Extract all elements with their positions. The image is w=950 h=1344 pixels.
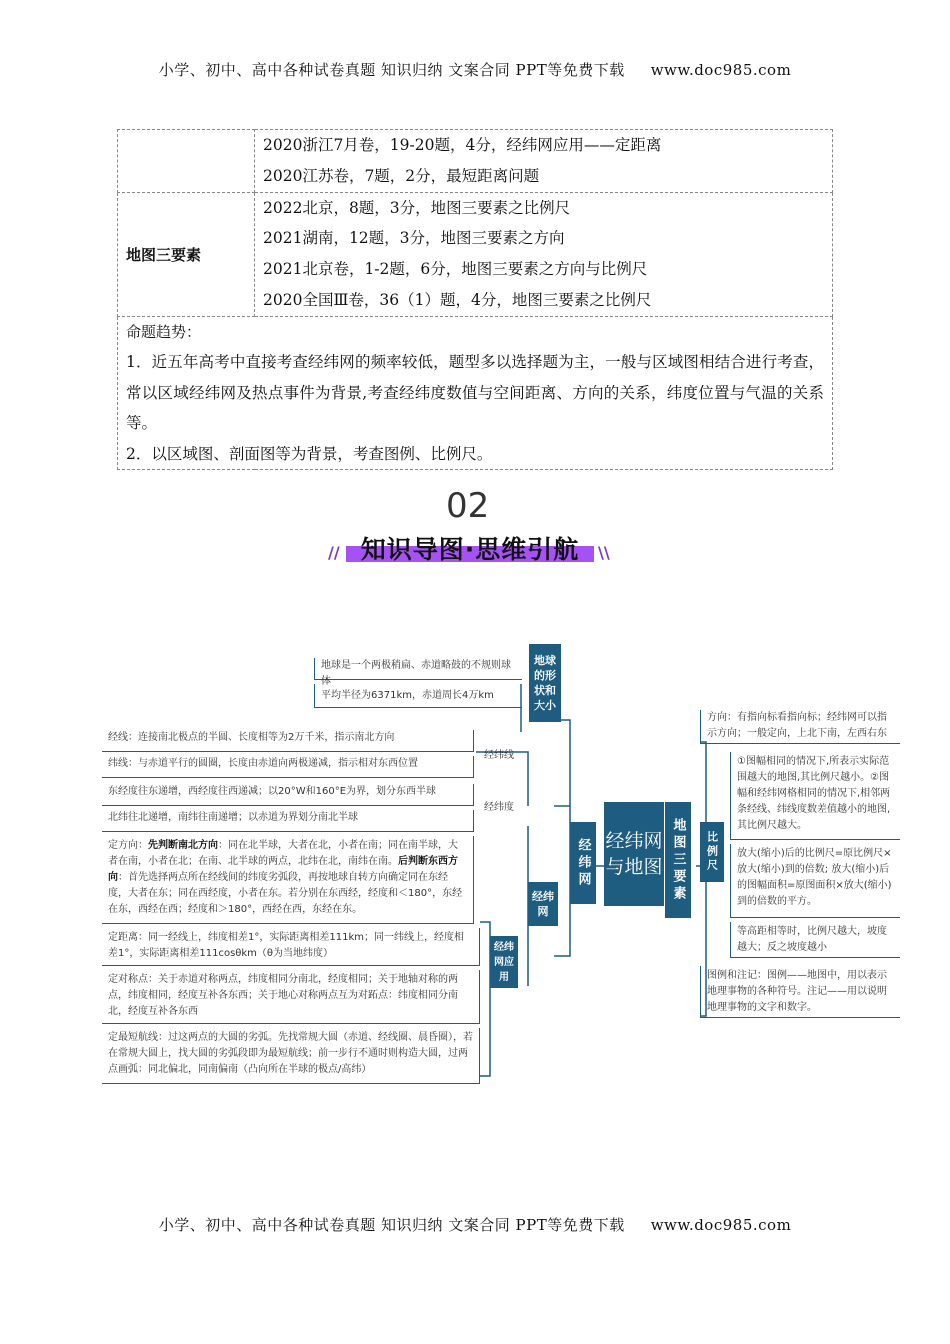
trend-item: 2．以区域图、剖面图等为背景，考查图例、比例尺。 [126, 444, 493, 463]
decor-slash-icon: \\ [598, 543, 610, 562]
table-cell [255, 130, 833, 193]
left-main-node[interactable]: 经纬网 [570, 822, 596, 904]
trend-item: 1．近五年高考中直接考查经纬网的频率较低，题型多以选择题为主，一般与区域图相结合进行考查，常以区域经纬网及热点事件为背景,考查经纬度数值与空间距离、方向的关系，纬度位置与气温的关系等。 [126, 353, 824, 433]
scale-item: ①图幅相同的情况下,所表示实际范围越大的地图,其比例尺越小。②图幅和经纬网格相同的情况下,相邻两条经线、纬线度数差值越小的地图,其比例尺越大。 [730, 752, 900, 840]
scale-item: 等高距相等时，比例尺越大，坡度越大；反之坡度越小 [730, 922, 900, 958]
trend-title: 命题趋势： [126, 322, 202, 341]
header-text: 小学、初中、高中各种试卷真题 知识归纳 文案合同 PPT等免费下载 [158, 61, 625, 79]
table-line: 2022北京，8题，3分，地图三要素之比例尺 [263, 198, 571, 217]
table-line: 2021北京卷，1-2题，6分，地图三要素之方向与比例尺 [263, 260, 648, 279]
table-line: 2020全国Ⅲ卷，36（1）题，4分，地图三要素之比例尺 [263, 290, 652, 309]
scale-node[interactable]: 比例尺 [700, 822, 724, 882]
page-footer [0, 1214, 950, 1235]
earth-shape-node[interactable]: 地球的形状和大小 [529, 644, 561, 722]
table-row [118, 316, 833, 470]
header-url[interactable]: www.doc985.com [650, 61, 792, 79]
section-number: 02 [446, 486, 489, 526]
degree-item: 北纬往北递增，南纬往南递增；以赤道为界划分南北半球 [102, 810, 474, 832]
line-item: 经线：连接南北极点的半圆、长度相等为2万千米，指示南北方向 [102, 730, 474, 752]
table-line: 2020浙江7月卷，19-20题，4分，经纬网应用——定距离 [263, 136, 662, 154]
symmetry-item: 定对称点：关于赤道对称两点，纬度相同分南北，经度相同；关于地轴对称的两点，纬度相同，经度互补各东西；关于地心对称两点互为对跖点：纬度相同分南北，经度互补各东西 [102, 970, 480, 1024]
mind-map [96, 636, 900, 1092]
legend-text: 图例和注记：图例——地图中，用以表示地理事物的各种符号。注记——用以说明地理事物的文字和数字。 [700, 966, 900, 1018]
table-line: 2021湖南，12题，3分，地图三要素之方向 [263, 229, 565, 248]
shape-item: 地球是一个两极稍扁、赤道略鼓的不规则球体 [314, 658, 522, 680]
direction-item: 定方向：先判断南北方向：同在北半球，大者在北，小者在南；同在南半球，大者在南，小者在北；在南、北半球的两点，北纬在北，南纬在南。后判断东西方向：首先选择两点所在经线间的纬度劣弧段，再按地球自转方向确定同在东经度，大者在东；同在西经度，小者在东。若分别在东西经，经度和＜180°，东经在东，西经在西；经度和＞180°，西经在西，东经在东。 [102, 836, 474, 924]
table-label: 地图三要素 [118, 192, 255, 316]
route-item: 定最短航线：过这两点的大圆的劣弧。先找常规大圆（赤道、经线圈、晨昏圈），若在常规大圆上，找大圆的劣弧段即为最短航线；前一步行不通时则构造大圆，过两点画弧：同北偏北，同南偏南（凸向所在半球的极点/高纬） [102, 1028, 480, 1084]
trend-cell [118, 316, 833, 470]
center-node[interactable]: 经纬网与地图 [604, 802, 664, 906]
grid-node[interactable]: 经纬网 [528, 882, 558, 926]
degree-item: 东经度往东递增，西经度往西递减；以20°W和160°E为界，划分东西半球 [102, 784, 474, 806]
scale-item: 放大(缩小)后的比例尺=原比例尺×放大(缩小)到的倍数; 放大(缩小)后的图幅面积=原图面积×放大(缩小)到的倍数的平方。 [730, 844, 900, 918]
page-header [0, 59, 950, 80]
footer-url[interactable]: www.doc985.com [650, 1216, 792, 1234]
table-line: 2020江苏卷，7题，2分，最短距离问题 [263, 166, 540, 185]
table-cell [255, 192, 833, 316]
grid-app-node[interactable]: 经纬网应用 [490, 936, 518, 988]
table-row [118, 130, 833, 193]
exam-table [117, 129, 833, 470]
right-main-node[interactable]: 地图三要素 [665, 802, 691, 918]
shape-item: 平均半径为6371km，赤道周长4万km [314, 684, 522, 708]
degree-label: 经纬度 [484, 802, 514, 813]
line-item: 纬线：与赤道平行的圆圈，长度由赤道向两极递减，指示相对东西位置 [102, 756, 474, 778]
section-title-text: 知识导图·思维引航 [360, 535, 580, 564]
distance-item: 定距离：同一经线上，纬度相差1°，实际距离相差111km；同一纬线上，经度相差1°，实际距离相差111cosθkm（θ为当地纬度） [102, 928, 480, 966]
section-title [346, 534, 594, 564]
direction-text: 方向：有指向标看指向标；经纬网可以指示方向；一般定向，上北下南，左西右东 [700, 710, 900, 744]
line-label: 经纬线 [484, 750, 514, 761]
decor-slash-icon: // [328, 543, 340, 562]
table-label-empty [118, 130, 255, 193]
footer-text: 小学、初中、高中各种试卷真题 知识归纳 文案合同 PPT等免费下载 [158, 1216, 625, 1234]
table-row [118, 192, 833, 316]
